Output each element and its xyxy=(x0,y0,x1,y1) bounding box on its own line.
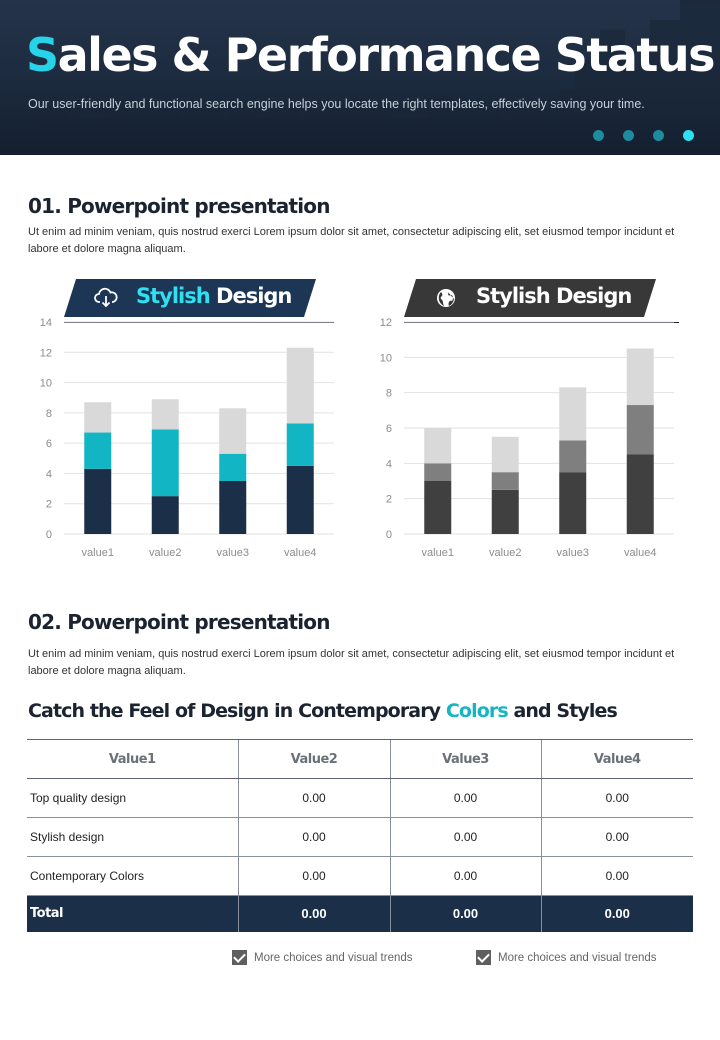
section2-title: 02. Powerpoint presentation xyxy=(28,610,330,634)
bar-segment xyxy=(424,481,451,534)
bar-segment xyxy=(627,455,654,535)
checkbox-icon[interactable] xyxy=(476,950,491,965)
bar-segment xyxy=(84,402,111,432)
table-cell: 0.00 xyxy=(390,857,541,896)
pager-dot[interactable] xyxy=(593,130,604,141)
bar-segment xyxy=(559,472,586,534)
bar-segment xyxy=(287,423,314,465)
legend-text: More choices and visual trends xyxy=(498,951,657,964)
table-cell: 0.00 xyxy=(238,857,390,896)
y-tick-label: 2 xyxy=(385,493,392,506)
legend-text: More choices and visual trends xyxy=(254,951,413,964)
page-title xyxy=(26,28,714,82)
title-first-letter: S xyxy=(26,28,58,82)
y-tick-label: 12 xyxy=(379,317,392,329)
table-header-row xyxy=(27,740,693,779)
bar-segment xyxy=(627,405,654,454)
legend-item xyxy=(232,950,413,965)
table-row xyxy=(27,818,693,857)
table-heading-before: Catch the Feel of Design in Contemporary xyxy=(28,700,446,722)
table-row xyxy=(27,779,693,818)
banner-left-label xyxy=(136,284,291,308)
bar-segment xyxy=(492,490,519,534)
bar-segment xyxy=(492,472,519,490)
bar-segment xyxy=(84,469,111,534)
bar-segment xyxy=(219,408,246,453)
y-tick-label: 4 xyxy=(385,458,392,471)
bar-segment xyxy=(424,428,451,463)
x-tick-label: value4 xyxy=(624,547,657,559)
table-header: Value2 xyxy=(238,740,390,779)
bar-segment xyxy=(287,466,314,534)
y-tick-label: 14 xyxy=(39,317,52,329)
x-tick-label: value3 xyxy=(556,547,589,559)
bar-segment xyxy=(627,349,654,406)
legend-item xyxy=(476,950,657,965)
y-tick-label: 8 xyxy=(45,407,52,420)
banner-left-rest: Design xyxy=(209,284,292,308)
row-label: Stylish design xyxy=(27,818,238,857)
hero-banner xyxy=(0,0,720,155)
x-tick-label: value2 xyxy=(149,547,182,559)
bar-segment xyxy=(152,399,179,429)
section1-title: 01. Powerpoint presentation xyxy=(28,194,330,218)
table-heading xyxy=(28,700,617,722)
cloud-download-icon xyxy=(94,287,118,309)
bar-segment xyxy=(152,496,179,534)
table-cell: 0.00 xyxy=(238,779,390,818)
total-cell: 0.00 xyxy=(238,896,390,932)
row-label: Top quality design xyxy=(27,779,238,818)
x-tick-label: value1 xyxy=(81,547,114,559)
row-label: Contemporary Colors xyxy=(27,857,238,896)
table-header: Value3 xyxy=(390,740,541,779)
table-cell: 0.00 xyxy=(541,857,693,896)
bar-segment xyxy=(492,437,519,472)
bar-segment xyxy=(559,440,586,472)
bar-segment xyxy=(219,481,246,534)
banner-right-label: Stylish Design xyxy=(476,284,632,308)
y-tick-label: 0 xyxy=(45,529,52,541)
pager-dot[interactable] xyxy=(623,130,634,141)
table-cell: 0.00 xyxy=(390,779,541,818)
x-tick-label: value1 xyxy=(421,547,454,559)
y-tick-label: 6 xyxy=(45,438,52,451)
checkbox-icon[interactable] xyxy=(232,950,247,965)
banner-left-highlight: Stylish xyxy=(136,284,210,308)
total-cell: 0.00 xyxy=(541,896,693,932)
total-cell: 0.00 xyxy=(390,896,541,932)
pager-dots xyxy=(593,130,694,141)
y-tick-label: 6 xyxy=(385,423,392,435)
y-tick-label: 10 xyxy=(39,377,52,390)
section2-body: Ut enim ad minim veniam, quis nostrud exerci Lorem ipsum dolor sit amet, consectetur adipiscing elit, set eiusmod tempor incidunt et labore et dolore magna aliquam. xyxy=(28,648,675,677)
chart-left xyxy=(28,310,348,570)
table-cell: 0.00 xyxy=(390,818,541,857)
pager-dot[interactable] xyxy=(653,130,664,141)
table-total-row xyxy=(27,896,693,932)
table-row xyxy=(27,857,693,896)
y-tick-label: 2 xyxy=(45,498,52,511)
chart-right xyxy=(368,310,688,570)
y-tick-label: 8 xyxy=(385,387,392,400)
bar-segment xyxy=(152,430,179,497)
page-subtitle: Our user-friendly and functional search engine helps you locate the right templates, effectively saving your time. xyxy=(28,97,645,111)
bar-segment xyxy=(559,387,586,440)
title-rest: ales & Performance Status xyxy=(57,28,715,82)
x-tick-label: value2 xyxy=(489,547,522,559)
table-cell: 0.00 xyxy=(541,779,693,818)
pager-dot-active[interactable] xyxy=(683,130,694,141)
y-tick-label: 4 xyxy=(45,468,52,481)
bar-segment xyxy=(84,433,111,469)
y-tick-label: 10 xyxy=(379,352,392,365)
values-table xyxy=(27,739,693,932)
x-tick-label: value3 xyxy=(216,547,249,559)
bar-segment xyxy=(424,463,451,481)
y-tick-label: 12 xyxy=(39,347,52,360)
bar-segment xyxy=(287,348,314,424)
table-header: Value4 xyxy=(541,740,693,779)
table-heading-highlight: Colors xyxy=(445,700,508,722)
table-cell: 0.00 xyxy=(541,818,693,857)
x-tick-label: value4 xyxy=(284,547,317,559)
table-heading-after: and Styles xyxy=(507,700,617,722)
table-cell: 0.00 xyxy=(238,818,390,857)
globe-icon xyxy=(434,287,458,309)
bar-segment xyxy=(219,454,246,481)
table-header: Value1 xyxy=(27,740,238,779)
y-tick-label: 0 xyxy=(385,529,392,541)
section1-body: Ut enim ad minim veniam, quis nostrud exerci Lorem ipsum dolor sit amet, consectetur adipiscing elit, set eiusmod tempor incidunt et labore et dolore magna aliquam. xyxy=(28,226,675,255)
total-label: Total xyxy=(27,896,238,932)
